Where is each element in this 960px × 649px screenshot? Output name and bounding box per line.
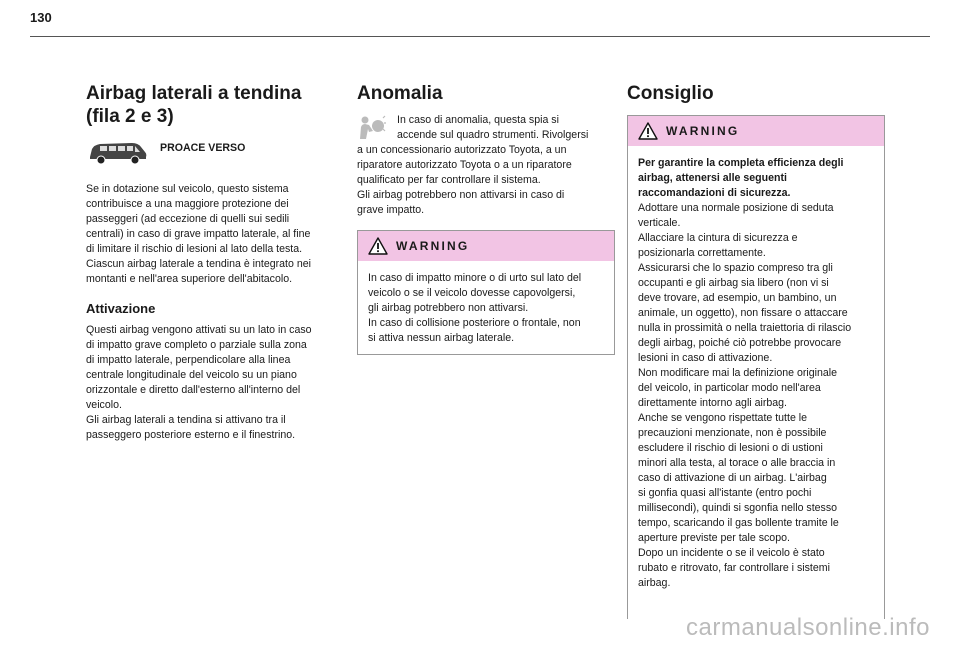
anomalia-lead-row: [357, 113, 615, 143]
warning-header: [358, 231, 614, 261]
column-anomalia: [357, 82, 615, 355]
van-icon: [86, 140, 148, 166]
section-title-consiglio: Consiglio: [627, 83, 714, 104]
warning-triangle-icon: [638, 122, 658, 140]
airbag-warning-lamp-icon: [357, 115, 387, 141]
model-row: [86, 140, 344, 166]
warning-header: [628, 116, 884, 146]
warning-label: WARNING: [396, 239, 470, 253]
warning-bold-lead: Per garantire la completa efficienza degli airbag, attenersi alle seguenti raccomandazioni di sicurezza.: [638, 157, 844, 199]
subheading-attivazione: Attivazione: [86, 301, 156, 316]
warning-body: [628, 146, 884, 599]
warning-body: [358, 261, 614, 354]
header-rule: [30, 36, 930, 37]
warning-text: In caso di impatto minore o di urto sul lato del veicolo o se il veicolo dovesse capovolgersi, gli airbag potrebbero non attivarsi. In caso di collisione posteriore o frontale, non si attiva nessun airbag laterale.: [368, 272, 582, 344]
intro-text: Se in dotazione sul veicolo, questo sistema contribuisce a una maggiore protezione dei passeggeri (ad eccezione di quelli sui sedili centrali) in caso di grave impatto laterale, al fine di limitare il rischio di lesioni al lato della testa. Ciascun airbag laterale a tendina è integrato nei montanti e nell'area superiore dell'abitacolo.: [86, 183, 311, 285]
column-airbag-laterali: [86, 82, 344, 443]
warning-triangle-icon: [368, 237, 388, 255]
watermark: carmanualsonline.info: [686, 614, 930, 641]
page-number: 130: [30, 10, 52, 25]
anomalia-lead-text: In caso di anomalia, questa spia si accende sul quadro strumenti. Rivolgersi: [397, 114, 589, 141]
column-consiglio: [627, 82, 885, 619]
anomalia-text: a un concessionario autorizzato Toyota, a un riparatore autorizzato Toyota o a un riparatore qualificato per far controllare il sistema. Gli airbag potrebbero non attivarsi in caso di grave impatto.: [357, 144, 572, 216]
section-title-anomalia: Anomalia: [357, 83, 443, 104]
activation-text: Questi airbag vengono attivati su un lato in caso di impatto grave completo o parziale sulla zona di impatto laterale, perpendicolare alla linea centrale longitudinale del veicolo su un piano orizzontale e diretto dall'esterno all'interno del veicolo. Gli airbag laterali a tendina si attivano tra il passeggero posteriore esterno e il finestrino.: [86, 324, 312, 441]
warning-box-anomalia: [357, 230, 615, 355]
section-title-airbag-laterali: Airbag laterali a tendina (fila 2 e 3): [86, 83, 302, 127]
warning-box-consiglio: [627, 115, 885, 619]
model-label: PROACE VERSO: [160, 142, 246, 154]
warning-text: Adottare una normale posizione di seduta verticale. Allacciare la cintura di sicurezza e posizionarla correttamente. Assicurarsi che lo spazio compreso tra gli occupanti e gli airbag sia libero (non vi si deve trovare, ad esempio, un bambino, un animale, un oggetto), non fissare o attaccare nulla in prossimità o nella traiettoria di rilascio degli airbag, poiché ciò potrebbe provocare lesioni in caso di attivazione. Non modificare mai la definizione originale del veicolo, in particolar modo nell'area direttamente intorno agli airbag. Anche se vengono rispettate tutte le precauzioni menzionate, non è possibile escludere il rischio di lesioni o di ustioni minori alla testa, al torace o alle braccia in caso di attivazione di un airbag. L'airbag si gonfia quasi all'istante (entro pochi millisecondi), quindi si sgonfia nello stesso tempo, scaricando il gas bollente tramite le aperture previste per tale scopo. Dopo un incidente o se il veicolo è stato rubato e ritrovato, far controllare i sistemi airbag.: [638, 202, 852, 589]
warning-label: WARNING: [666, 124, 740, 138]
